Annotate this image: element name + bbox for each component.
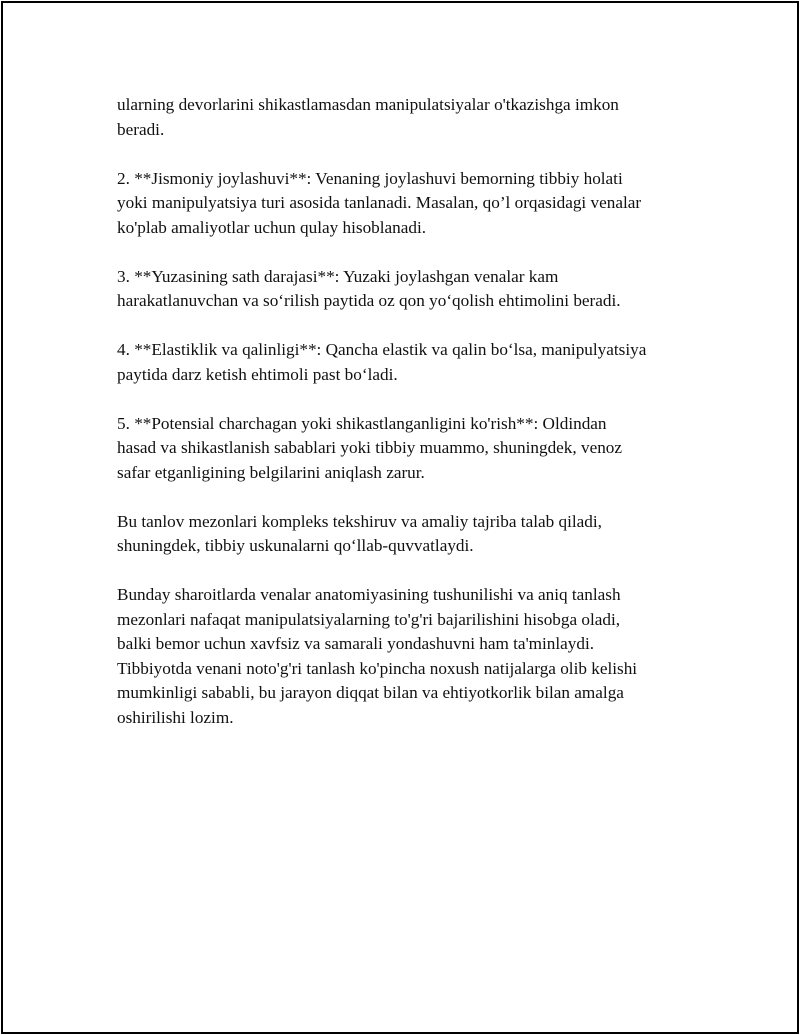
text-line: paytida darz ketish ehtimoli past bo‘ladi. [117,364,398,384]
paragraph-conclusion [117,583,707,730]
text-line: mumkinligi sababli, bu jarayon diqqat bilan va ehtiyotkorlik bilan amalga [117,683,624,702]
text-line: ko'plab amaliyotlar uchun qulay hisoblanadi. [117,217,427,237]
paragraph-item-4 [117,338,707,387]
text-line: safar etganligining belgilarini aniqlash zarur. [117,462,425,482]
text-line: beradi. [117,119,165,139]
paragraph-item-5 [117,412,707,486]
text-line: 3. **Yuzasining sath darajasi**: Yuzaki joylashgan venalar kam [117,266,559,286]
text-line: ularning devorlarini shikastlamasdan manipulatsiyalar o'tkazishga imkon [117,95,619,114]
text-line: Tibbiyotda venani noto'g'ri tanlash ko'pincha noxush natijalarga olib kelishi [117,658,638,678]
paragraph-continuation [117,93,707,142]
text-line: oshirilishi lozim. [117,707,234,727]
document-body [117,93,707,755]
paragraph-criteria-summary [117,510,707,559]
paragraph-item-3 [117,265,707,314]
text-line: 5. **Potensial charchagan yoki shikastlanganligini ko'rish**: Oldindan [117,413,607,433]
text-line: hasad va shikastlanish sabablari yoki tibbiy muammo, shuningdek, venoz [117,438,623,457]
paragraph-item-2 [117,167,707,241]
text-line: mezonlari nafaqat manipulatsiyalarning to'g'ri bajarilishini hisobga oladi, [117,609,621,629]
text-line: 2. **Jismoniy joylashuvi**: Venaning joylashuvi bemorning tibbiy holati [117,168,623,188]
text-line: harakatlanuvchan va so‘rilish paytida oz qon yo‘qolish ehtimolini beradi. [117,291,621,310]
text-line: shuningdek, tibbiy uskunalarni qo‘llab-quvvatlaydi. [117,536,474,555]
text-line: balki bemor uchun xavfsiz va samarali yondashuvni ham ta'minlaydi. [117,634,595,653]
text-line: yoki manipulyatsiya turi asosida tanlanadi. Masalan, qo’l orqasidagi venalar [117,193,642,212]
text-line: Bunday sharoitlarda venalar anatomiyasining tushunilishi va aniq tanlash [117,585,621,604]
text-line: 4. **Elastiklik va qalinligi**: Qancha elastik va qalin bo‘lsa, manipulyatsiya [117,340,647,359]
text-line: Bu tanlov mezonlari kompleks tekshiruv va amaliy tajriba talab qiladi, [117,511,602,531]
